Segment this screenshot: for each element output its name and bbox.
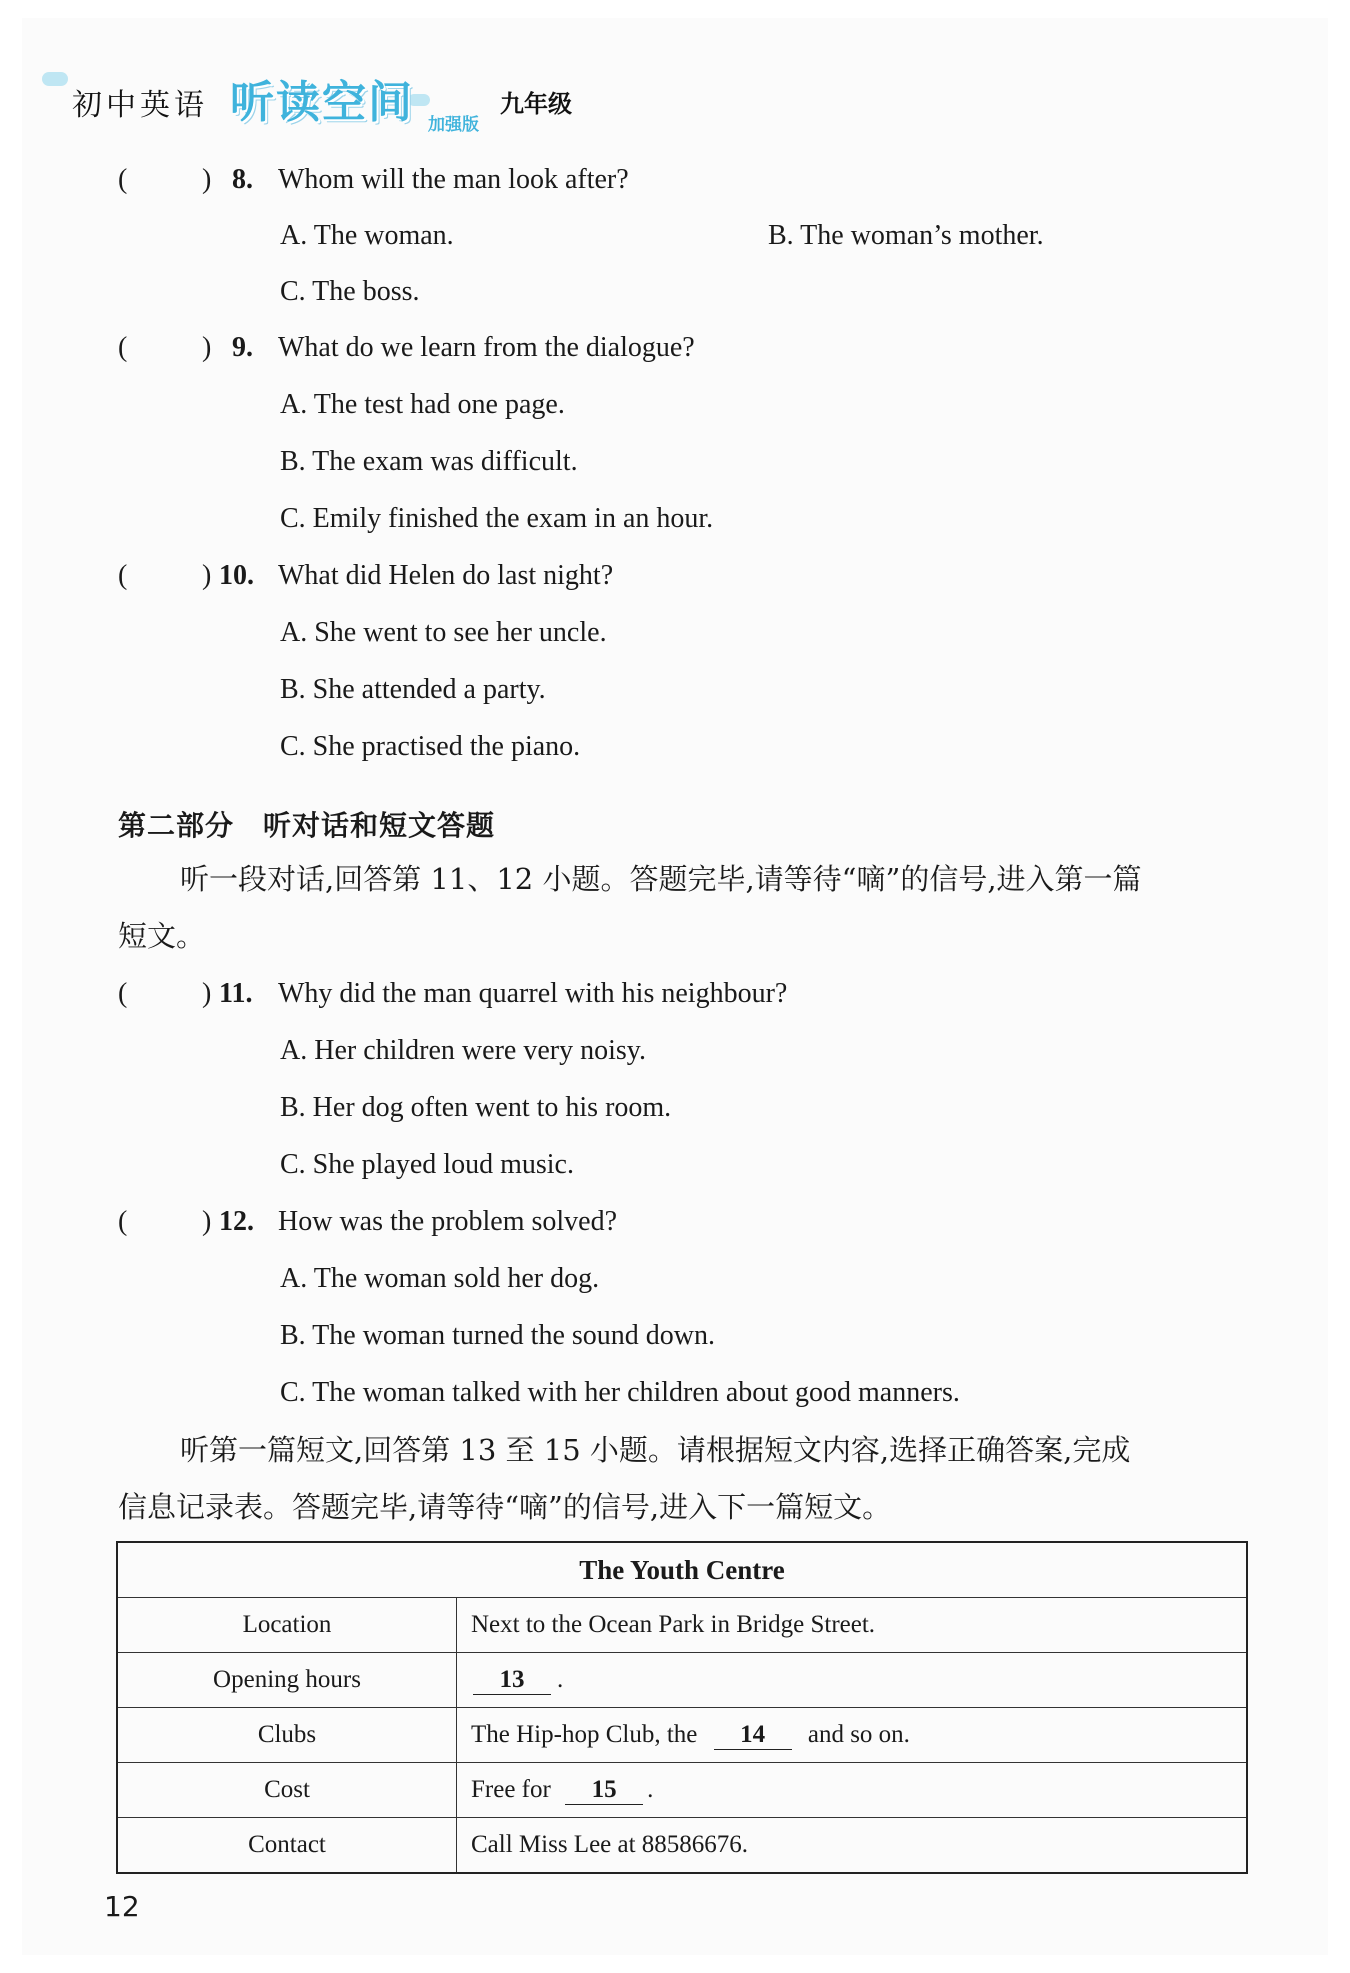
answer-paren-open: (	[118, 978, 128, 1009]
option-a: A. The woman.	[280, 220, 454, 251]
answer-blank-13[interactable]: 13	[473, 1666, 551, 1695]
table-row	[117, 1708, 1247, 1763]
question-text: What did Helen do last night?	[278, 560, 614, 591]
row-label: Cost	[117, 1763, 457, 1818]
row-value	[457, 1653, 1248, 1708]
option-c: C. The boss.	[280, 276, 420, 307]
table-row	[117, 1653, 1247, 1708]
question-text: How was the problem solved?	[278, 1206, 618, 1237]
question-number: 9.	[232, 332, 253, 363]
instruction-text: 短文。	[118, 919, 206, 953]
option-a: A. She went to see her uncle.	[280, 617, 607, 648]
edition-label: 加强版	[428, 115, 479, 135]
row-label: Contact	[117, 1818, 457, 1874]
row-value-prefix: The Hip-hop Club, the	[471, 1720, 698, 1748]
option-a: A. The test had one page.	[280, 389, 565, 420]
answer-paren-open: (	[118, 164, 128, 195]
row-value: Next to the Ocean Park in Bridge Street.	[457, 1598, 1248, 1653]
series-title: 初中英语	[72, 88, 208, 123]
question-number: 10.	[219, 560, 254, 591]
option-c: C. She played loud music.	[280, 1149, 574, 1180]
option-b: B. The woman turned the sound down.	[280, 1320, 715, 1351]
row-value-suffix: .	[647, 1775, 654, 1803]
row-value	[457, 1763, 1248, 1818]
question-number: 8.	[232, 164, 253, 195]
table-row	[117, 1763, 1247, 1818]
grade-label: 九年级	[500, 90, 572, 118]
question-text: Why did the man quarrel with his neighbour?	[278, 978, 788, 1009]
option-c: C. Emily finished the exam in an hour.	[280, 503, 714, 534]
brand-logo: 听读空间	[230, 77, 414, 128]
info-record-table	[116, 1541, 1248, 1874]
instruction-text: 听一段对话,回答第 11、12 小题。答题完毕,请等待“嘀”的信号,进入第一篇	[180, 862, 1142, 896]
option-a: A. Her children were very noisy.	[280, 1035, 646, 1066]
question-text: What do we learn from the dialogue?	[278, 332, 695, 363]
answer-paren-close: )	[202, 332, 212, 363]
option-a: A. The woman sold her dog.	[280, 1263, 600, 1294]
table-row	[117, 1818, 1247, 1874]
answer-paren-close: )	[202, 560, 212, 591]
section-title: 第二部分 听对话和短文答题	[118, 809, 496, 842]
option-c: C. She practised the piano.	[280, 731, 581, 762]
row-label: Opening hours	[117, 1653, 457, 1708]
instruction-text: 信息记录表。答题完毕,请等待“嘀”的信号,进入下一篇短文。	[118, 1490, 892, 1524]
answer-paren-close: )	[202, 1206, 212, 1237]
row-value-suffix: .	[557, 1665, 564, 1693]
answer-paren-open: (	[118, 332, 128, 363]
question-number: 11.	[219, 978, 253, 1009]
row-label: Location	[117, 1598, 457, 1653]
option-b: B. Her dog often went to his room.	[280, 1092, 672, 1123]
cloud-icon	[42, 72, 68, 86]
row-value: Call Miss Lee at 88586676.	[457, 1818, 1248, 1874]
page-header	[40, 58, 740, 138]
answer-paren-close: )	[202, 164, 212, 195]
option-b: B. She attended a party.	[280, 674, 546, 705]
answer-paren-open: (	[118, 1206, 128, 1237]
table-caption: The Youth Centre	[117, 1542, 1247, 1598]
row-value-prefix: Free for	[471, 1775, 551, 1803]
question-text: Whom will the man look after?	[278, 164, 629, 195]
page-number: 12	[104, 1890, 140, 1923]
table-caption-row	[117, 1542, 1247, 1598]
row-value-suffix: and so on.	[807, 1720, 910, 1748]
question-number: 12.	[219, 1206, 254, 1237]
answer-paren-open: (	[118, 560, 128, 591]
row-value	[457, 1708, 1248, 1763]
table-row	[117, 1598, 1247, 1653]
instruction-text: 听第一篇短文,回答第 13 至 15 小题。请根据短文内容,选择正确答案,完成	[180, 1433, 1131, 1467]
answer-blank-14[interactable]: 14	[714, 1721, 792, 1750]
answer-blank-15[interactable]: 15	[565, 1776, 643, 1805]
row-label: Clubs	[117, 1708, 457, 1763]
answer-paren-close: )	[202, 978, 212, 1009]
option-b: B. The exam was difficult.	[280, 446, 578, 477]
option-b: B. The woman’s mother.	[768, 220, 1044, 251]
option-c: C. The woman talked with her children about good manners.	[280, 1377, 960, 1408]
